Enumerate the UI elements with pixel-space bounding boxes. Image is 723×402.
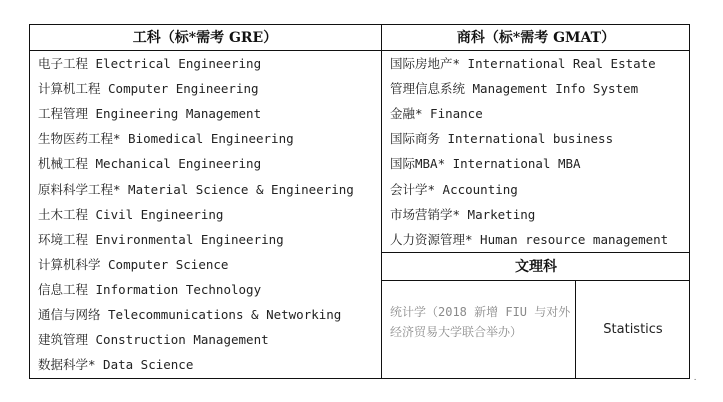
business-item: 人力资源管理* Human resource management xyxy=(390,232,669,247)
engineering-item: 计算机科学 Computer Science xyxy=(38,257,229,272)
engineering-item: 电子工程 Electrical Engineering xyxy=(38,56,262,71)
engineering-item: 生物医药工程* Biomedical Engineering xyxy=(38,131,294,146)
header-separator xyxy=(29,50,690,51)
business-item: 管理信息系统 Management Info System xyxy=(390,81,639,96)
engineering-header: 工科（标*需考 GRE） xyxy=(132,30,278,46)
engineering-item: 工程管理 Engineering Management xyxy=(38,106,262,121)
column-divider xyxy=(381,24,382,379)
business-header: 商科（标*需考 GMAT） xyxy=(456,30,616,46)
engineering-item: 机械工程 Mechanical Engineering xyxy=(38,156,262,171)
engineering-item: 建筑管理 Construction Management xyxy=(38,332,269,347)
statistics-en-label: Statistics xyxy=(603,322,663,337)
business-item: 国际商务 International business xyxy=(390,131,614,146)
business-item: 国际房地产* International Real Estate xyxy=(390,56,656,71)
statistics-cn-label: 统计学（2018 新增 FIU 与对外经济贸易大学联合举办） xyxy=(390,305,571,339)
engineering-item: 原料科学工程* Material Science & Engineering xyxy=(38,182,354,197)
table-border-left xyxy=(29,24,30,379)
engineering-item: 通信与网络 Telecommunications & Networking xyxy=(38,307,342,322)
engineering-item: 数据科学* Data Science xyxy=(38,357,194,372)
business-item: 市场营销学* Marketing xyxy=(390,207,536,222)
business-item: 金融* Finance xyxy=(390,106,483,121)
business-item: 国际MBA* International MBA xyxy=(390,156,581,171)
engineering-item: 环境工程 Environmental Engineering xyxy=(38,232,284,247)
engineering-item: 计算机工程 Computer Engineering xyxy=(38,81,259,96)
science-header: 文理科 xyxy=(515,259,557,275)
engineering-item: 信息工程 Information Technology xyxy=(38,282,262,297)
paragraph-mark-icon: . xyxy=(693,374,698,382)
engineering-item: 土木工程 Civil Engineering xyxy=(38,207,224,222)
business-item: 会计学* Accounting xyxy=(390,182,518,197)
